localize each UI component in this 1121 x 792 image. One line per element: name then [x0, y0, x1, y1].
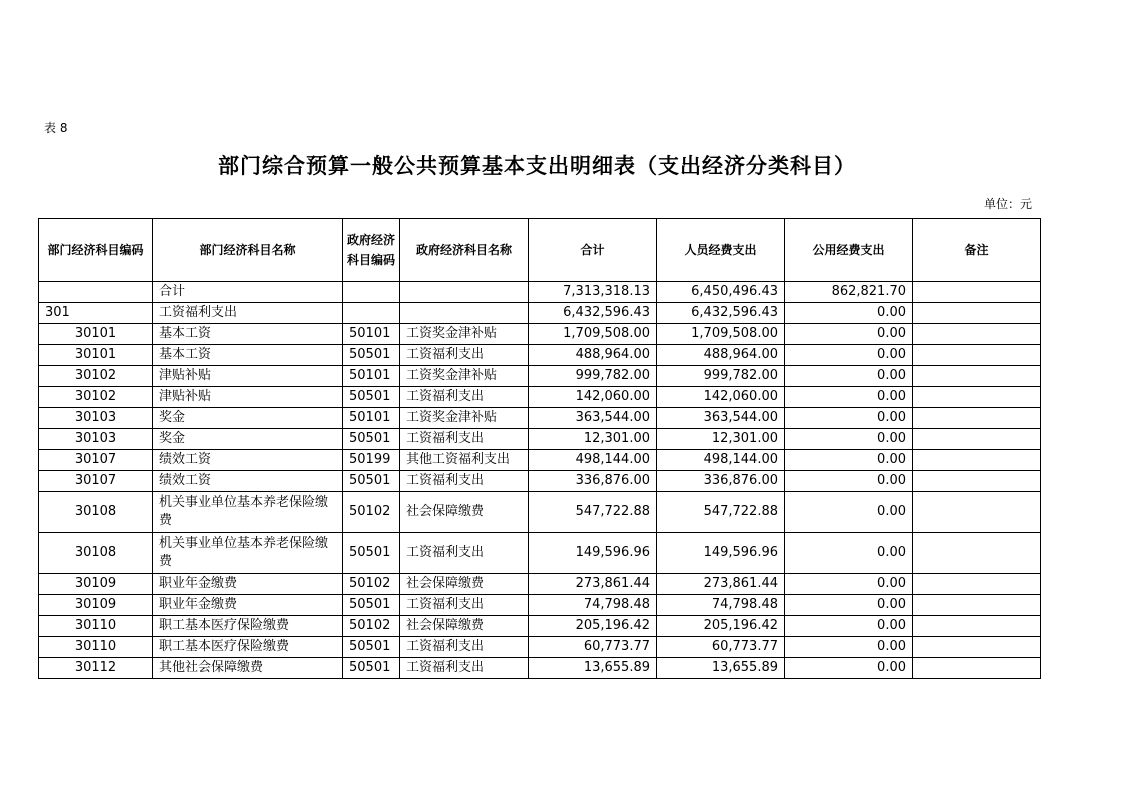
total-cell: 7,313,318.13 [529, 282, 657, 303]
gov-name-cell: 工资福利支出 [400, 637, 529, 658]
gov-code-cell [343, 282, 400, 303]
public-cell: 0.00 [785, 533, 913, 574]
note-cell [913, 429, 1041, 450]
dept-name-cell: 机关事业单位基本养老保险缴费 [153, 492, 343, 533]
table-row [39, 471, 1041, 492]
gov-name-cell: 工资奖金津补贴 [400, 408, 529, 429]
gov-name-cell: 社会保障缴费 [400, 616, 529, 637]
gov-code-cell: 50501 [343, 429, 400, 450]
dept-name-cell: 职工基本医疗保险缴费 [153, 616, 343, 637]
gov-name-cell: 社会保障缴费 [400, 574, 529, 595]
dept-code-cell: 30109 [39, 574, 153, 595]
header-dept-code: 部门经济科目编码 [39, 219, 153, 282]
total-cell: 336,876.00 [529, 471, 657, 492]
total-cell: 488,964.00 [529, 345, 657, 366]
header-gov-code: 政府经济科目编码 [343, 219, 400, 282]
gov-name-cell: 工资奖金津补贴 [400, 366, 529, 387]
dept-code-cell: 30109 [39, 595, 153, 616]
note-cell [913, 303, 1041, 324]
dept-name-cell: 其他社会保障缴费 [153, 658, 343, 679]
total-cell: 12,301.00 [529, 429, 657, 450]
gov-name-cell: 其他工资福利支出 [400, 450, 529, 471]
table-row [39, 345, 1041, 366]
dept-name-cell: 绩效工资 [153, 450, 343, 471]
public-cell: 0.00 [785, 408, 913, 429]
note-cell [913, 471, 1041, 492]
gov-name-cell: 社会保障缴费 [400, 492, 529, 533]
table-row [39, 387, 1041, 408]
table-row [39, 533, 1041, 574]
note-cell [913, 450, 1041, 471]
gov-name-cell: 工资福利支出 [400, 658, 529, 679]
unit-label: 单位：元 [983, 197, 1032, 211]
public-cell: 0.00 [785, 574, 913, 595]
total-cell: 13,655.89 [529, 658, 657, 679]
note-cell [913, 492, 1041, 533]
header-note: 备注 [913, 219, 1041, 282]
gov-name-cell: 工资福利支出 [400, 533, 529, 574]
gov-code-cell: 50501 [343, 637, 400, 658]
gov-code-cell: 50501 [343, 533, 400, 574]
gov-name-cell [400, 282, 529, 303]
dept-code-cell: 30107 [39, 450, 153, 471]
note-cell [913, 345, 1041, 366]
table-row [39, 492, 1041, 533]
gov-code-cell [343, 303, 400, 324]
dept-code-cell: 30108 [39, 492, 153, 533]
gov-name-cell [400, 303, 529, 324]
total-cell: 74,798.48 [529, 595, 657, 616]
budget-detail-table [38, 218, 1041, 679]
header-gov-name: 政府经济科目名称 [400, 219, 529, 282]
header-row [39, 219, 1041, 282]
gov-code-cell: 50102 [343, 574, 400, 595]
total-cell: 142,060.00 [529, 387, 657, 408]
dept-name-cell: 职业年金缴费 [153, 595, 343, 616]
personnel-cell: 363,544.00 [657, 408, 785, 429]
personnel-cell: 13,655.89 [657, 658, 785, 679]
table-row [39, 282, 1041, 303]
personnel-cell: 6,450,496.43 [657, 282, 785, 303]
dept-code-cell: 30112 [39, 658, 153, 679]
dept-name-cell: 津贴补贴 [153, 387, 343, 408]
personnel-cell: 547,722.88 [657, 492, 785, 533]
header-public: 公用经费支出 [785, 219, 913, 282]
personnel-cell: 999,782.00 [657, 366, 785, 387]
note-cell [913, 533, 1041, 574]
personnel-cell: 1,709,508.00 [657, 324, 785, 345]
dept-code-cell: 301 [39, 303, 153, 324]
public-cell: 0.00 [785, 345, 913, 366]
gov-code-cell: 50501 [343, 345, 400, 366]
total-cell: 999,782.00 [529, 366, 657, 387]
dept-code-cell: 30107 [39, 471, 153, 492]
public-cell: 0.00 [785, 387, 913, 408]
public-cell: 0.00 [785, 303, 913, 324]
personnel-cell: 149,596.96 [657, 533, 785, 574]
total-cell: 498,144.00 [529, 450, 657, 471]
public-cell: 0.00 [785, 492, 913, 533]
total-cell: 205,196.42 [529, 616, 657, 637]
personnel-cell: 142,060.00 [657, 387, 785, 408]
table-row [39, 616, 1041, 637]
note-cell [913, 366, 1041, 387]
dept-code-cell: 30108 [39, 533, 153, 574]
public-cell: 0.00 [785, 429, 913, 450]
dept-code-cell: 30110 [39, 616, 153, 637]
dept-code-cell [39, 282, 153, 303]
dept-code-cell: 30103 [39, 408, 153, 429]
gov-name-cell: 工资福利支出 [400, 387, 529, 408]
dept-name-cell: 绩效工资 [153, 471, 343, 492]
public-cell: 862,821.70 [785, 282, 913, 303]
dept-name-cell: 基本工资 [153, 324, 343, 345]
dept-name-cell: 合计 [153, 282, 343, 303]
personnel-cell: 74,798.48 [657, 595, 785, 616]
dept-name-cell: 基本工资 [153, 345, 343, 366]
public-cell: 0.00 [785, 471, 913, 492]
note-cell [913, 595, 1041, 616]
table-row [39, 450, 1041, 471]
total-cell: 149,596.96 [529, 533, 657, 574]
public-cell: 0.00 [785, 366, 913, 387]
table-row [39, 408, 1041, 429]
dept-name-cell: 奖金 [153, 429, 343, 450]
dept-name-cell: 机关事业单位基本养老保险缴费 [153, 533, 343, 574]
note-cell [913, 408, 1041, 429]
dept-name-cell: 职工基本医疗保险缴费 [153, 637, 343, 658]
gov-code-cell: 50102 [343, 492, 400, 533]
public-cell: 0.00 [785, 658, 913, 679]
personnel-cell: 498,144.00 [657, 450, 785, 471]
table-row [39, 303, 1041, 324]
gov-name-cell: 工资福利支出 [400, 345, 529, 366]
gov-code-cell: 50501 [343, 658, 400, 679]
dept-name-cell: 奖金 [153, 408, 343, 429]
dept-name-cell: 工资福利支出 [153, 303, 343, 324]
note-cell [913, 282, 1041, 303]
total-cell: 60,773.77 [529, 637, 657, 658]
personnel-cell: 60,773.77 [657, 637, 785, 658]
gov-name-cell: 工资福利支出 [400, 429, 529, 450]
note-cell [913, 387, 1041, 408]
personnel-cell: 273,861.44 [657, 574, 785, 595]
personnel-cell: 205,196.42 [657, 616, 785, 637]
dept-code-cell: 30102 [39, 366, 153, 387]
total-cell: 273,861.44 [529, 574, 657, 595]
personnel-cell: 12,301.00 [657, 429, 785, 450]
header-personnel: 人员经费支出 [657, 219, 785, 282]
personnel-cell: 6,432,596.43 [657, 303, 785, 324]
table-row [39, 324, 1041, 345]
gov-code-cell: 50101 [343, 324, 400, 345]
gov-code-cell: 50199 [343, 450, 400, 471]
gov-name-cell: 工资福利支出 [400, 471, 529, 492]
dept-name-cell: 职业年金缴费 [153, 574, 343, 595]
note-cell [913, 324, 1041, 345]
gov-code-cell: 50501 [343, 387, 400, 408]
note-cell [913, 637, 1041, 658]
public-cell: 0.00 [785, 637, 913, 658]
personnel-cell: 488,964.00 [657, 345, 785, 366]
gov-name-cell: 工资奖金津补贴 [400, 324, 529, 345]
dept-code-cell: 30103 [39, 429, 153, 450]
dept-code-cell: 30101 [39, 345, 153, 366]
gov-code-cell: 50102 [343, 616, 400, 637]
document-title: 部门综合预算一般公共预算基本支出明细表（支出经济分类科目） [218, 154, 856, 178]
gov-code-cell: 50501 [343, 595, 400, 616]
public-cell: 0.00 [785, 324, 913, 345]
total-cell: 363,544.00 [529, 408, 657, 429]
total-cell: 547,722.88 [529, 492, 657, 533]
gov-name-cell: 工资福利支出 [400, 595, 529, 616]
dept-code-cell: 30101 [39, 324, 153, 345]
table-row [39, 574, 1041, 595]
public-cell: 0.00 [785, 616, 913, 637]
table-row [39, 366, 1041, 387]
header-total: 合计 [529, 219, 657, 282]
table-row [39, 637, 1041, 658]
table-row [39, 429, 1041, 450]
header-dept-name: 部门经济科目名称 [153, 219, 343, 282]
public-cell: 0.00 [785, 595, 913, 616]
dept-code-cell: 30110 [39, 637, 153, 658]
table-row [39, 658, 1041, 679]
personnel-cell: 336,876.00 [657, 471, 785, 492]
note-cell [913, 616, 1041, 637]
gov-code-cell: 50101 [343, 408, 400, 429]
note-cell [913, 658, 1041, 679]
dept-name-cell: 津贴补贴 [153, 366, 343, 387]
table-row [39, 595, 1041, 616]
gov-code-cell: 50501 [343, 471, 400, 492]
table-number-label: 表 8 [44, 121, 68, 135]
note-cell [913, 574, 1041, 595]
total-cell: 6,432,596.43 [529, 303, 657, 324]
public-cell: 0.00 [785, 450, 913, 471]
total-cell: 1,709,508.00 [529, 324, 657, 345]
dept-code-cell: 30102 [39, 387, 153, 408]
gov-code-cell: 50101 [343, 366, 400, 387]
